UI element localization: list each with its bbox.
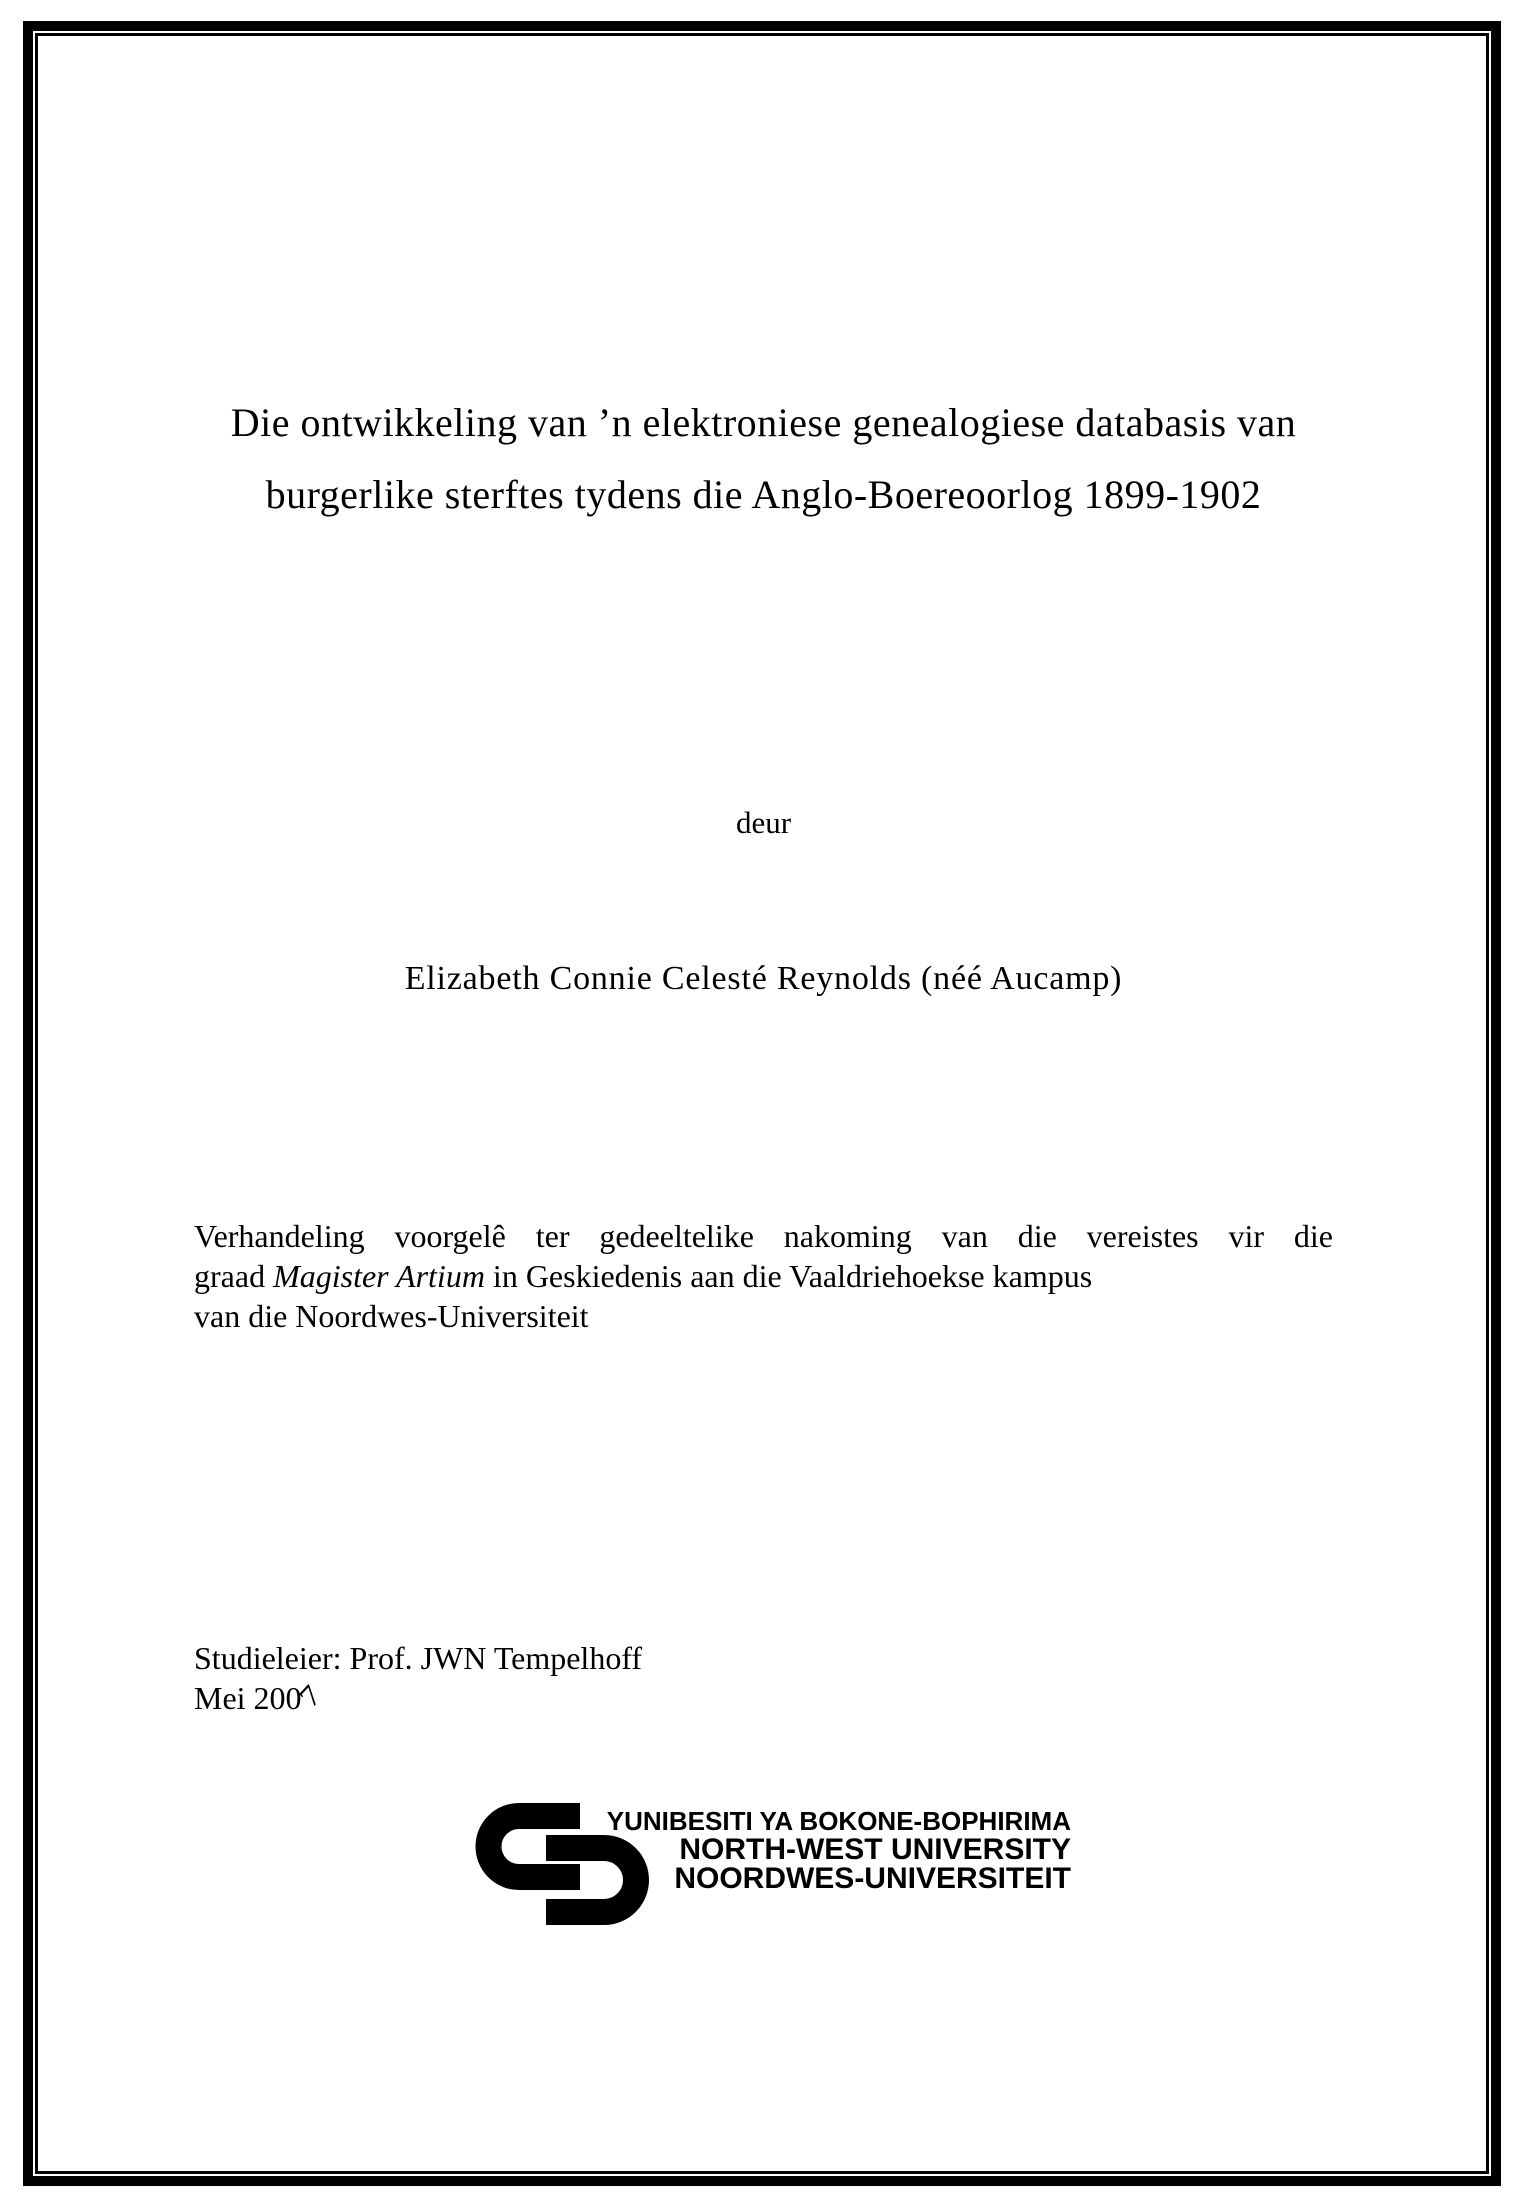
submission-line-2-pre: graad — [194, 1258, 274, 1294]
date-line — [194, 1678, 642, 1718]
submission-line-3: van die Noordwes-Universiteit — [194, 1298, 589, 1334]
logo-text-english: NORTH-WEST UNIVERSITY — [679, 1833, 1071, 1866]
author-name: Elizabeth Connie Celesté Reynolds (néé Aucamp) — [404, 960, 1123, 997]
date-last-digit: 7 — [291, 1678, 328, 1714]
logo-text-setswana: YUNIBESITI YA BOKONE-BOPHIRIMA — [606, 1806, 1071, 1836]
supervisor-line: Studieleier: Prof. JWN Tempelhoff — [194, 1640, 643, 1676]
submission-statement — [194, 1216, 1333, 1336]
submission-line-2 — [194, 1256, 1333, 1296]
thesis-title-line-2: burgerlike sterftes tydens die Anglo-Boereoorlog 1899-1902 — [265, 472, 1262, 517]
university-logo-text — [607, 1807, 1071, 1893]
supervisor-and-date — [194, 1638, 642, 1718]
submission-line-1: Verhandeling voorgelê ter gedeeltelike nakoming van die vereistes vir die — [194, 1218, 1333, 1254]
date-prefix: Mei 200 — [194, 1680, 302, 1716]
submission-line-2-post: in Geskiedenis aan die Vaaldriehoekse kampus — [484, 1258, 1093, 1294]
logo-text-afrikaans: NOORDWES-UNIVERSITEIT — [674, 1862, 1071, 1895]
thesis-title-line-1: Die ontwikkeling van ’n elektroniese genealogiese databasis van — [230, 400, 1297, 445]
thesis-title — [0, 387, 1527, 531]
byline-label: deur — [735, 805, 792, 840]
degree-name-italic: Magister Artium — [273, 1258, 485, 1294]
